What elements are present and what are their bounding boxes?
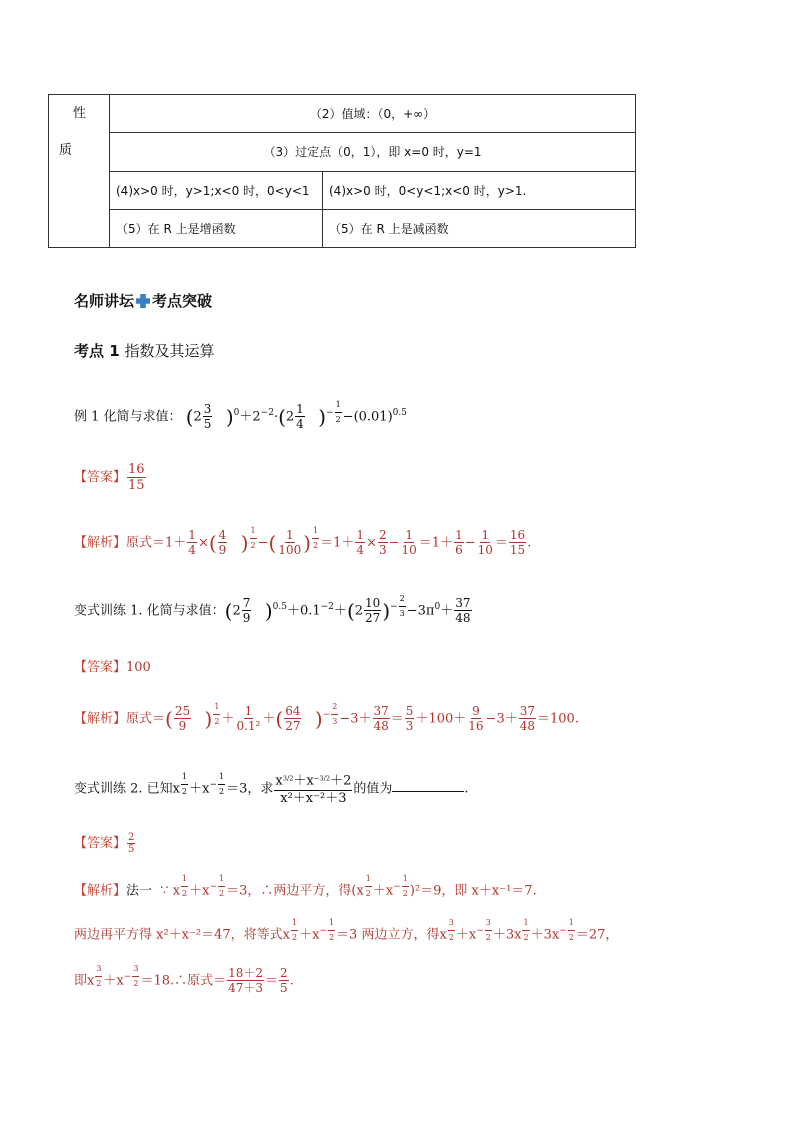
sign-row-right: (4)x>0 时，0<y<1;x<0 时，y>1. <box>323 171 636 209</box>
line-2-end: ＝27， <box>575 927 619 943</box>
variation-1-label: 变式训练 1. 化简与求值： <box>74 603 225 619</box>
variation-2-answer <box>74 832 136 855</box>
analysis-end: ＝100. <box>537 711 579 727</box>
line-3-start: 即 <box>74 973 88 989</box>
answer-numerator: 2 <box>128 832 135 843</box>
answer-denominator: 15 <box>128 478 145 493</box>
variation-2-tail: 的值为 <box>353 781 393 797</box>
variation-2-analysis-line-3: 即x $^{\frac{3}{2}}$ $+x^{- \frac{3}{2}}$ ＝18.∴原式＝ $\frac{18+2}{47+3}$ ＝ $\frac{2}{5}$ . <box>74 964 294 996</box>
example-1: 例 1 化简与求值： (2 $\frac{3}{5}$ )$^0+2^{-2}\cdot(2$ $\frac{1}{4}$ )$^{- \frac{1}{2}}$ $-(0.01)^{0.5}$ <box>74 400 407 432</box>
line-2-start: 两边再平方得 x²＋x⁻²＝47，将等式 <box>74 927 283 943</box>
topic-prefix: 考点 1 <box>74 342 120 360</box>
analysis-start: 原式＝ <box>126 711 166 727</box>
variation-2-mid: ＝3，求 <box>226 781 274 797</box>
example-1-analysis: 【解析】原式＝1＋ $\frac{1}{4}$ ×( $\frac{4}{9}$ ) $^{\frac{1}{2}}$ −( $\frac{1}{100}$ ) $^{\frac{1}{2}}$ ＝1＋ $\frac{1}{4}$ × $\frac{2}{3}$ − $\frac{1}{10}$ ＝1＋ $\frac{1}{6}$ − $\frac{1}{10}$ ＝ $\frac{16}{15}$ . <box>74 526 532 558</box>
analysis-tag: 【解析】 <box>74 883 127 899</box>
answer-numerator: 16 <box>128 462 145 477</box>
answer-tag: 【答案】 <box>74 470 127 485</box>
variation-2-label: 变式训练 2. 已知 <box>74 781 173 797</box>
example-1-answer <box>74 462 147 493</box>
section-heading <box>74 290 212 311</box>
variation-1: 变式训练 1. 化简与求值：(2 $\frac{7}{9}$ )$^{0.5}+0.1^{-2}+(2$ $\frac{10}{27}$ )$^{- \frac{2}{3}}$ $-3\pi^0+$ $\frac{37}{48}$ <box>74 594 471 626</box>
line-1-end: )²＝9，即 x＋x⁻¹＝7. <box>409 883 537 899</box>
line-3-mid: ＝18.∴原式＝ <box>140 973 227 989</box>
line-2-mid: ＝3 两边立方，得 <box>336 927 440 943</box>
answer-tag: 【答案】 <box>74 836 127 851</box>
variation-2-analysis-line-1: 【解析】法一 ∵ x $^{\frac{1}{2}}$ $+x^{- \frac{1}{2}}$ ＝3，∴两边平方，得(x $^{\frac{1}{2}}$ $+x^{- \frac{1}{2}}$ )²＝9，即 x＋x⁻¹＝7. <box>74 874 537 899</box>
monotonic-row-right: （5）在 R 上是减函数 <box>323 209 636 247</box>
range-row: （2）值域：（0，+∞） <box>110 95 636 133</box>
method-label: 法一 <box>126 883 153 899</box>
fixed-point-row: （3）过定点（0，1），即 x=0 时，y=1 <box>110 133 636 171</box>
answer-value: 100 <box>126 660 151 675</box>
line-1-mid: ＝3，∴两边平方，得( <box>226 883 357 899</box>
sign-row-left: (4)x>0 时，y>1;x<0 时，0<y<1 <box>110 171 323 209</box>
variation-1-analysis: 【解析】原式＝( $\frac{25}{9}$ ) $^{\frac{1}{2}}$ ＋ $\frac{1}{\text{0.1²}}$ ＋( $\frac{64}{27}$ )$^{- \frac{2}{3}}$ −3＋ $\frac{37}{48}$ ＝ $\frac{5}{3}$ ＋100＋ $\frac{9}{16}$ −3＋ $\frac{37}{48}$ ＝100. <box>74 702 579 734</box>
answer-denominator: 5 <box>128 844 135 855</box>
section-heading-left: 名师讲坛 <box>74 292 135 310</box>
properties-label-cell <box>49 95 110 248</box>
properties-table <box>48 94 636 248</box>
variation-2-analysis-line-2: 两边再平方得 x²＋x⁻²＝47，将等式x $^{\frac{1}{2}}$ $+x^{- \frac{1}{2}}$ ＝3 两边立方，得x $^{\frac{3}{2}}$ $+x^{- \frac{3}{2}}$ ＋3x $^{\frac{1}{2}}$ $+3x^{- \frac{1}{2}}$ ＝27， <box>74 918 619 943</box>
label-bottom: 质 <box>59 143 73 158</box>
blue-cross-icon <box>136 294 150 308</box>
answer-tag: 【答案】 <box>74 660 127 675</box>
section-heading-right: 考点突破 <box>152 292 213 310</box>
variation-2: 变式训练 2. 已知x $^{\frac{1}{2}}$ $+x^{- \frac{1}{2}}$ ＝3，求 $\frac{x^{3/2}+x^{-3/2}+2}{\text{x²＋x⁻²＋3}}$ 的值为 . <box>74 772 469 807</box>
answer-blank[interactable] <box>392 779 464 792</box>
example-1-label: 例 1 化简与求值： <box>74 409 182 425</box>
analysis-tag: 【解析】 <box>74 535 127 551</box>
topic-title: 指数及其运算 <box>124 342 215 360</box>
topic-heading <box>74 340 214 361</box>
analysis-tag: 【解析】 <box>74 711 127 727</box>
label-top: 性 <box>73 106 87 121</box>
line-3-end: . <box>289 973 294 989</box>
monotonic-row-left: （5）在 R 上是增函数 <box>110 209 323 247</box>
analysis-start: 原式＝1＋ <box>126 535 187 551</box>
variation-1-answer <box>74 656 151 675</box>
